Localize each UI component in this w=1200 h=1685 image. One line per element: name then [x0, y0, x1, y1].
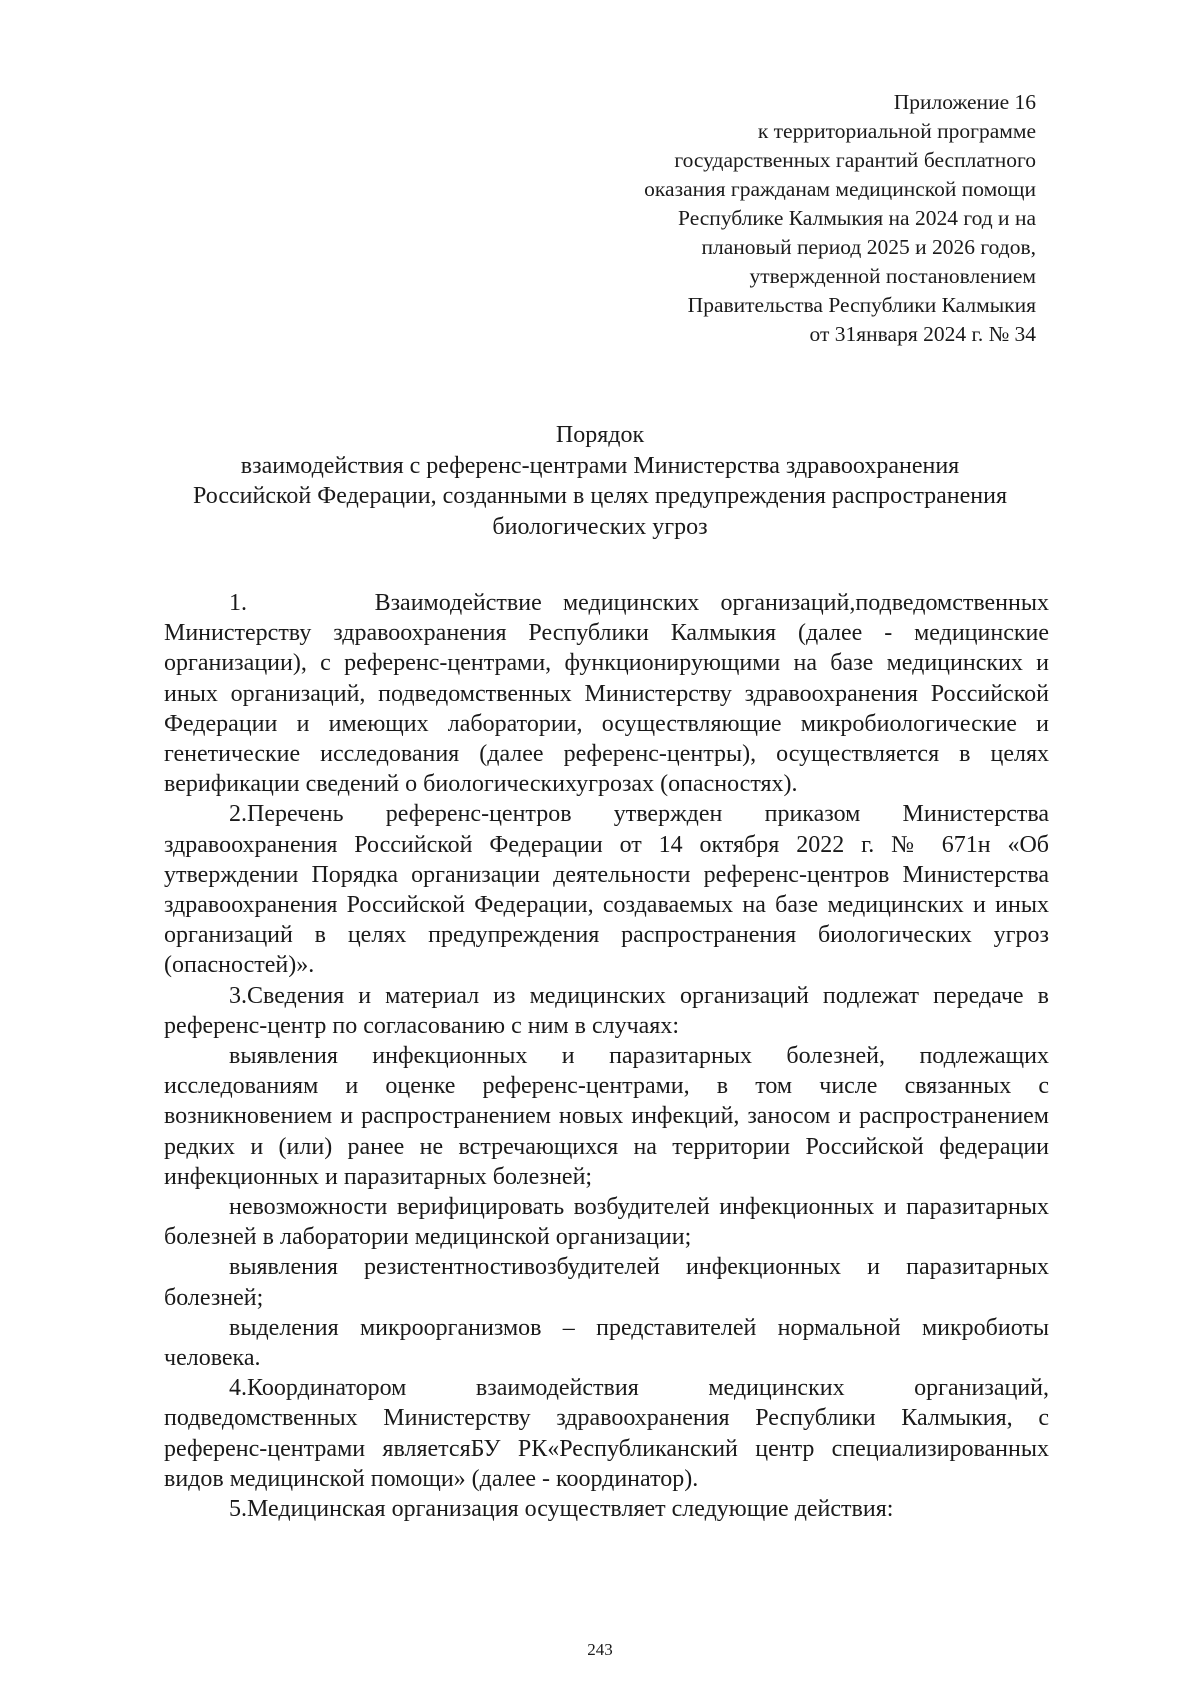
- appendix-line: утвержденной постановлением: [749, 264, 1036, 288]
- title-heading: Порядок: [555, 422, 645, 448]
- title-subtitle-line: взаимодействия с референс-центрами Министерства здравоохранения: [240, 452, 960, 479]
- paragraph-3-case-4: выделения микроорганизмов – представителей нормальной микробиоты человека.: [164, 1314, 1049, 1372]
- paragraph-3-case-3: выявления резистентностивозбудителей инфекционных и паразитарных болезней;: [164, 1254, 1049, 1311]
- paragraph-3-case-1: выявления инфекционных и паразитарных болезней, подлежащих исследованиям и оценке референс-центрами, в том числе связанных с возникновением и распространением новых инфекций, заносом и распространением редких и (или) ранее не встречающихся на территории Российской федерации инфекционных и паразитарных болезней;: [164, 1043, 1049, 1190]
- paragraph-2: 2.Перечень референс-центров утвержден приказом Министерства здравоохранения Российской Федерации от 14 октября 2022 г. № 671н «Об утверждении Порядка организации деятельности референс-центров Министерства здравоохранения Российской Федерации, создаваемых на базе медицинских и иных организаций в целях предупреждения распространения биологических угроз (опасностей)».: [164, 801, 1049, 979]
- appendix-line: плановый период 2025 и 2026 годов,: [701, 235, 1036, 259]
- appendix-line: Республике Калмыкия на 2024 год и на: [678, 206, 1036, 230]
- page-number: 243: [587, 1640, 613, 1659]
- appendix-line: Приложение 16: [893, 90, 1036, 114]
- document-title: [160, 420, 1040, 542]
- paragraph-5: 5.Медицинская организация осуществляет следующие действия:: [229, 1496, 894, 1523]
- document-body: [164, 588, 1049, 1524]
- paragraph-3-case-2: невозможности верифицировать возбудителей инфекционных и паразитарных болезней в лаборатории медицинской организации;: [164, 1194, 1049, 1251]
- title-subtitle-line: Российской Федерации, созданными в целях предупреждения распространения: [193, 483, 1007, 509]
- title-subtitle-line: биологических угроз: [492, 513, 708, 540]
- appendix-line: от 31января 2024 г. № 34: [809, 322, 1036, 346]
- appendix-header: [516, 88, 1036, 349]
- paragraph-4: 4.Координатором взаимодействия медицинских организаций, подведомственных Министерству здравоохранения Республики Калмыкия, с референс-центрами являетсяБУ РК«Республиканский центр специализированных видов медицинской помощи» (далее - координатор).: [164, 1375, 1049, 1492]
- appendix-line: государственных гарантий бесплатного: [674, 148, 1036, 172]
- appendix-line: оказания гражданам медицинской помощи: [644, 177, 1036, 201]
- paragraph-3: 3.Сведения и материал из медицинских организаций подлежат передаче в референс-центр по согласованию с ним в случаях:: [164, 982, 1049, 1039]
- appendix-line: к территориальной программе: [757, 119, 1036, 143]
- paragraph-1: 1. Взаимодействие медицинских организаций,подведомственных Министерству здравоохранения Республики Калмыкия (далее - медицинские организации), с референс-центрами, функционирующими на базе медицинских и иных организаций, подведомственных Министерству здравоохранения Российской Федерации и имеющих лаборатории, осуществляющие микробиологические и генетические исследования (далее референс-центры), осуществляется в целях верификации сведений о биологическихугрозах (опасностях).: [164, 590, 1049, 798]
- appendix-line: Правительства Республики Калмыкия: [687, 293, 1036, 317]
